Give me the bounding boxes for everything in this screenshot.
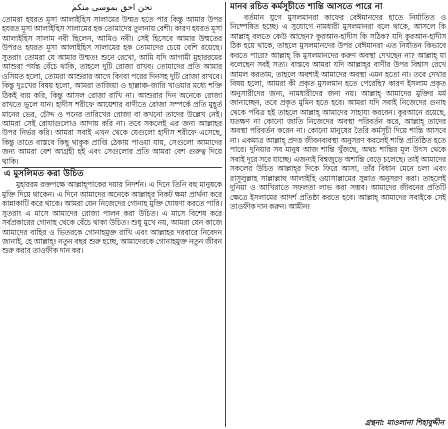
author-attribution: গ্রন্থনা: মাওলানা শিহাবুদ্দীন [364,418,444,427]
left-column [2,0,222,429]
section-paragraph: মুহাররম রক্তপক্ষে আল্লাহ্‌পাকের দয়ার নিদর্শন। এ দিনে তিনি বহু মানুষকে মুক্তি দিয়ে থাকেন। এ দিনে আমাদের অনেকে আল্লাহ্‌র নিকট ক্ষমা প্রার্থনা করে কান্নাকাটি করে থাকে। আমরা যেন নিজেদের গোনাহ মুক্তি ঘোষণা করতে পারি। সুতরাং এ মাসে আমাদের রোজা পালন করা উচিত। এ মাসে বিশেষ করে সর্বপ্রকারের গোনাহ থেকে বেঁচে থাকা উচিত। শুধু মুখে নয়, আমরা যেন কাজে আমাদের বাহির ও ভিতরকে গোনাহমুক্ত রাখি এবং আল্লাহর দরবারে নিবেদন জানাই, হে আল্লাহ্‌! নতুন বছর শুরু হচ্ছে, আমাদেরকে গোনাহমুক্ত নতুন জীবন শুরু করার তাওফীক দান কর। [2,180,222,256]
right-column [230,0,446,429]
column-divider [225,2,226,427]
article-heading: মানব রচিত কর্মসূচীতে শান্তি আসতে পারে না [230,2,383,12]
left-paragraph: তোমরা হযরত মূসা আলাইহিস সালামের উম্মত হতে পার কিন্তু আমার উপর হযরত মূসা আলাইহিস সালামের হক তোমাদের তুলনায় বেশী। কারণ হযরত মূসা আলাইহিস সালাম নবী ছিলেন, আমিও নবী। সেই হিসেবে আমার উম্মতের উপরও হযরত মূসা আলাইহিস সালামের হক তোমাদের চেয়ে বেশি রয়েছে। সুতরাং তোমরা যে আমার উম্মত! শুনে রেখো, আমি যদি আগামী মুহাররমের আশুরা পর্যন্ত বেঁচে থাকি, তাহলে দুটি রোজা রাখব। তোমাদের প্রতি আমার ওসিয়ত হলো, তোমরা আশুরার আগে কিংবা পরের দিনসহ দুটি রোজা রাখবে। কিন্তু দুঃখের বিষয় হলো, আমরা তাজিয়া ও হাল্লাঞ্চ-জারি খাওয়ার মধ্যে শক্তি ঠিকই ব্যয় করি, কিন্তু আসল রোজা রাখি না। আশুরার দিন অনেকে রোজা রাখতে ভুলে যান। হাদীস শরীফে আয়েশার বাণীতে রোজা সম্পর্কে প্রতি মুহূর্ত মানের ভের, চৌদ্দ ও পনের তারিখের রোজা বা কখনো তাদের উল্লেখ নেই। আমরা সেই রোযাগুলোও আদায় করি না। তবে সকলেই এর জন্য আল্লাহর উপর নির্ভর করি। আমরা সবাই এখন থেকে যেগুলো হাদীস শরীফে এসেছে, কিন্তু তাতে বাস্তবে কিছু থাকুক প্রাপ্তি ঠেকায় পাওয়া যায়, সেগুলো আমাদের জন্য আমরা বেশ আগ্রহী হই এবং সেগুলোর প্রতি আমরা বেশ গুরুত্ব দিয়ে থাকি। [2,15,222,166]
arabic-quote: نحن احق بموسى منكم [71,3,153,13]
article-paragraph: বর্তমান যুগে মুসলমানরা কাফের বেঈমানদের হাতে নির্যাতিত ও নিষ্পেষিত হচ্ছে। এ সুযোগে নামধারী মুসলমানরা বলে থাকে, আসলে কি আল্লাহ্‌ বলতে কেউ আছেন? কুরআন-হাদীস কি সঠিক? যদি কুরআন-হাদীস ঠিক হয়ে থাকে, তাহলে মুসলমানদের উপর বেঈমানরা এত নির্যাতন কিভাবে করতে পারে? আল্লাহ্‌ কি মুসলমানদের করুণ অবস্থা দেখছেন না? আল্লাহ্‌ যা বলেছেন সবই সত্য। বাস্তবে আমরা যদি আল্লাহ্‌র বাণীর উপর বিশ্বাস রেখে আমল করতাম, তাহলে অবশ্যই আমাদের অবস্থা এমন হতো না। তবে দেখার বিষয় হলো, আমরা কী প্রকৃত মুসলমান হতে পেরেছি? কারণ ইসলাম প্রকৃত অনুসারীদের জন্য, নামধারীদের জন্য নয়। আল্লাহ্‌ আমাদের মুক্তির মর্ম জানাচ্ছেন, তবে প্রকৃত মুমিন হতে হবে। আমরা যদি সবাই নিজেদের গুনাহ থেকে পবিত্র হই তাহলে আল্লাহ্‌ আমাদের সাহায্য করবেন। কুরআনে রয়েছে, যতক্ষণ না কোনো জাতি নিজেদের অবস্থা পরিবর্তন করে, আল্লাহ্‌ তাদের অবস্থা পরিবর্তন করেন না। কোনো মানুষের তৈরি কর্মসূচী দিয়ে শান্তি আসবে না। একমাত্র আল্লাহ্‌ প্রদত্ত জীবনব্যবস্থা অনুসরণ করলেই শান্তি প্রতিষ্ঠিত হতে পারে। দুনিয়ার সব মানুষ আজ শান্তি খুঁজছে, অথচ শান্তির মূল উৎস থেকে সবাই দূরে সরে যাচ্ছে। এজন্যই বিশ্বজুড়ে অশান্তি বেড়ে চলেছে। তাই আমাদের সকলের উচিত আল্লাহ্‌র দিকে ফিরে আসা, তাঁর বিধান মেনে চলা এবং রাসূলুল্লাহ সাল্লাল্লাহু আলাইহি ওয়াসাল্লামের সুন্নাত অনুসরণ করা। তাহলেই দুনিয়া ও আখিরাতে সফলতা লাভ করা সম্ভব। আমাদের জীবনের প্রতিটি ক্ষেত্রে ইসলামের আদর্শ প্রতিষ্ঠা করতে হবে। আল্লাহ্‌ আমাদের সবাইকে সেই তাওফীক দান করুন। আমীন! [230,13,446,212]
section-heading: এ মুসলিমত করা উচিত [4,169,84,180]
